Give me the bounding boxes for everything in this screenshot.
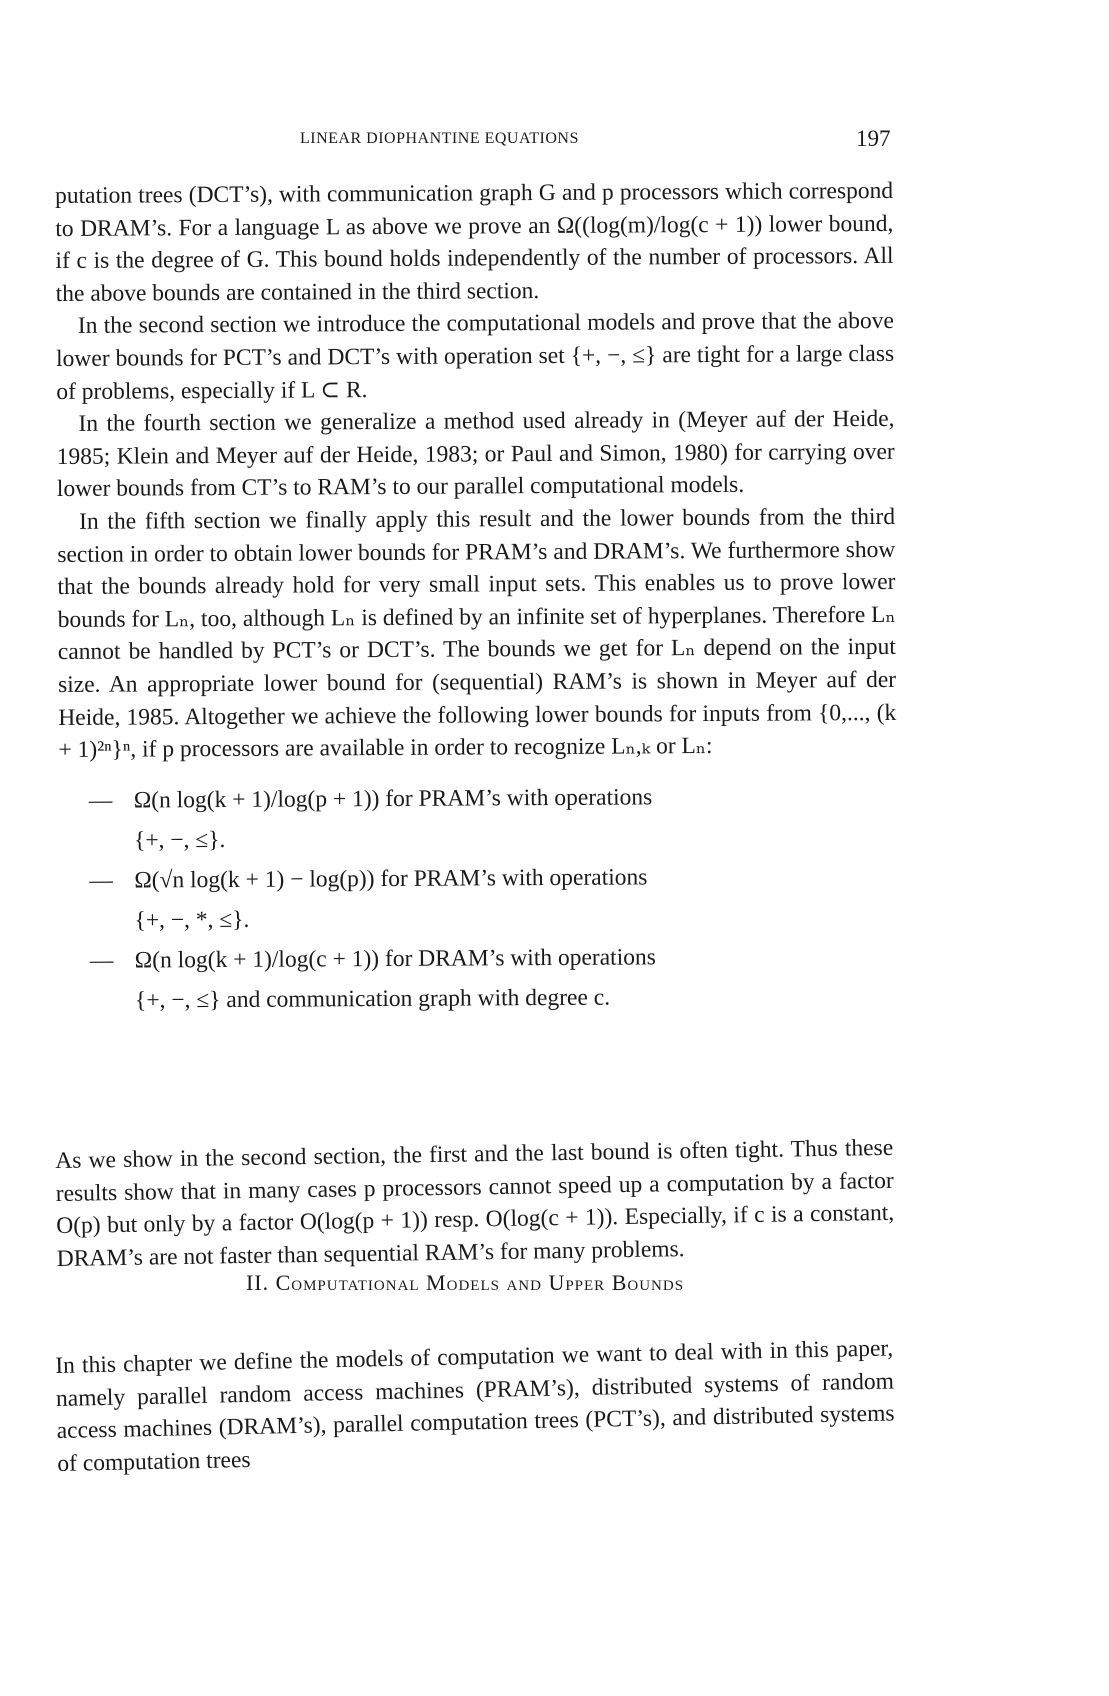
- bound-operations: {+, −, *, ≤}.: [134, 906, 250, 934]
- list-dash: —: [89, 947, 114, 974]
- section-heading: II. Computational Models and Upper Bounds: [245, 1270, 685, 1295]
- running-head: LINEAR DIOPHANTINE EQUATIONS: [300, 130, 579, 147]
- paragraph: In the fourth section we generalize a method used already in (Meyer auf der Heide, 1985; Klein and Meyer auf der Heide, 1983; or Paul and Simon, 1980) for carrying over lower bounds from CT’s to RAM’s to our parallel computational models.: [56, 406, 895, 503]
- section-body: [55, 1332, 896, 1480]
- paragraph: In this chapter we define the models of computation we want to deal with in this paper, namely parallel random access machines (PRAM’s), distributed systems of random access machines (DRAM’s), parallel computation trees (PCT’s), and distributed systems of computation trees: [55, 1335, 895, 1477]
- bound-item: [59, 856, 897, 941]
- paragraph: As we show in the second section, the first and the last bound is often tight. Thus these results show that in many cases p processors cannot speed up a computation by a factor O(p) but only by a factor O(log(p + 1)) resp. O(log(c + 1)). Especially, if c is a constant, DRAM’s are not faster than sequential RAM’s for many problems.: [55, 1134, 895, 1272]
- body-text: [55, 175, 898, 1033]
- bound-operations: {+, −, ≤}.: [133, 826, 226, 854]
- page-number: 197: [856, 126, 891, 151]
- closing-text: [55, 1132, 895, 1276]
- lower-bounds-list: [59, 776, 898, 1021]
- bound-operations: {+, −, ≤} and communication graph with degree c.: [134, 984, 611, 1014]
- paragraph: putation trees (DCT’s), with communication graph G and p processors which correspond to DRAM’s. For a language L as above we prove an Ω((log(m)/log(c + 1)) lower bound, if c is the degree of G. This bound holds independently of the number of processors. All the above bounds are contained in the third section.: [55, 177, 894, 307]
- bound-item: [60, 936, 898, 1021]
- bound-item: [59, 776, 897, 861]
- bound-formula: Ω(n log(k + 1)/log(p + 1)) for PRAM’s with operations: [133, 784, 653, 814]
- paragraph: In the fifth section we finally apply this result and the lower bounds from the third section in order to obtain lower bounds for PRAM’s and DRAM’s. We furthermore show that the bounds already hold for very small input sets. This enables us to prove lower bounds for Lₙ, too, although Lₙ is defined by an infinite set of hyperplanes. Therefore Lₙ cannot be handled by PCT’s or DCT’s. The bounds we get for Lₙ depend on the input size. An appropriate lower bound for (sequential) RAM’s is shown in Meyer auf der Heide, 1985. Altogether we achieve the following lower bounds for inputs from {0,..., (k + 1)²ⁿ}ⁿ, if p processors are available in order to recognize Lₙ,ₖ or Lₙ:: [57, 503, 897, 764]
- list-dash: —: [89, 867, 113, 894]
- bound-formula: Ω(n log(k + 1)/log(c + 1)) for DRAM’s with operations: [134, 944, 656, 974]
- bound-formula: Ω(√n log(k + 1) − log(p)) for PRAM’s with operations: [134, 864, 648, 894]
- paragraph: In the second section we introduce the computational models and prove that the above lower bounds for PCT’s and DCT’s with operation set {+, −, ≤} are tight for a large class of problems, especially if L ⊂ R.: [56, 308, 895, 405]
- page-header: [0, 126, 1109, 160]
- list-dash: —: [88, 787, 113, 814]
